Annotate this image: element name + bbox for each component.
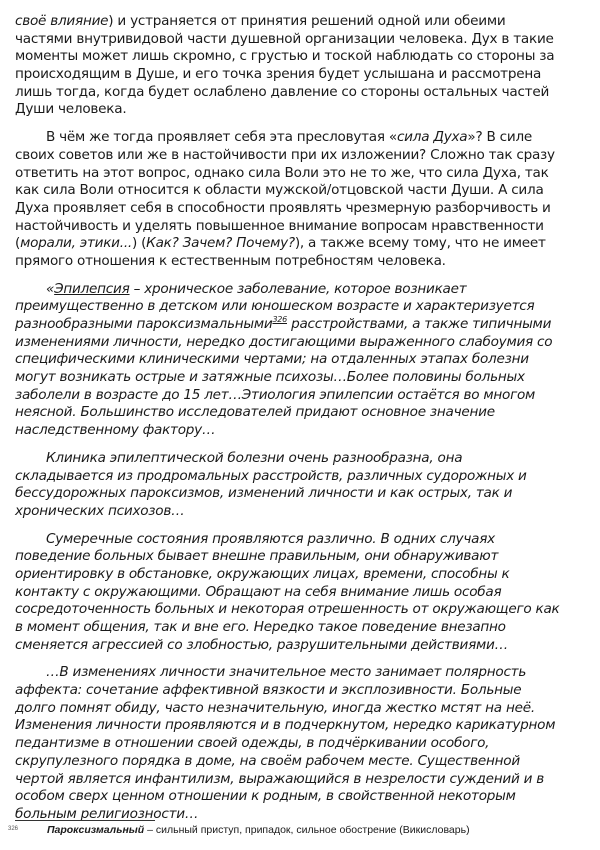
text-line — [15, 485, 590, 503]
text-line — [15, 422, 590, 440]
text-line — [15, 735, 590, 753]
text-segment: в момент общения, так и вне его. Нередко такое поведение внезапно — [15, 619, 506, 635]
footnote — [8, 824, 470, 836]
text-segment: лишь тогда, когда будет ослаблено давление со стороны остальных частей — [15, 83, 550, 100]
text-segment: изменениями личности, нередко достигающими выраженного слабоумия со — [15, 333, 553, 350]
text-line — [15, 13, 590, 31]
text-segment: больным религиозности… — [15, 805, 199, 822]
text-segment: частями внутривидовой части душевной организации человека. Дух в такие — [15, 30, 554, 47]
text-line — [15, 753, 590, 771]
text-segment: Клиника эпилептической болезни очень разнообразна, она — [46, 449, 463, 466]
text-segment: своё влияние — [15, 13, 109, 29]
text-segment: Сумеречные состояния проявляются различно. В одних случаях — [46, 530, 495, 547]
text-line — [15, 548, 590, 566]
text-segment: долго помнят обиду, часто незначительную, иногда жестко мстят на неё. — [15, 699, 535, 716]
text-segment: В чём же тогда проявляет себя эта пресловутая « — [46, 129, 397, 146]
text-segment: заболели в возрасте до 15 лет…Этиология эпилепсии остаётся во многом — [15, 386, 536, 403]
text-line — [15, 682, 590, 700]
footnote-text: – сильный приступ, припадок, сильное обострение (Викисловарь) — [144, 824, 470, 836]
text-segment: Как? Зачем? Почему? — [146, 235, 295, 252]
text-segment: Изменения личности проявляются и в подчеркнутом, нередко карикатурном — [15, 717, 556, 734]
paragraph — [15, 450, 590, 521]
text-line — [15, 334, 590, 352]
text-line — [15, 601, 590, 619]
text-segment: « — [46, 280, 55, 297]
text-line — [15, 48, 590, 66]
text-line — [15, 619, 590, 637]
footnote-term: Пароксизмальный — [46, 824, 145, 836]
text-segment: ( — [15, 235, 21, 252]
text-segment: сменяется агрессией со злобностью, разрушительными действиями… — [15, 636, 508, 653]
text-segment: своих советов или же в настойчивости при их изложении? Сложно так сразу — [15, 146, 555, 163]
text-line — [15, 637, 590, 655]
paragraph — [15, 13, 590, 119]
text-segment: настойчивость и уделять повышенное внимание вопросам нравственности — [15, 217, 544, 234]
text-segment: Духа проявляет себя в способности проявлять чрезмерную разборчивость и — [15, 199, 551, 216]
paragraph — [15, 664, 590, 823]
text-segment: чертой является инфантилизм, выражающийся в незрелости суждений и в — [15, 770, 545, 787]
text-line — [15, 468, 590, 486]
text-line — [15, 281, 590, 299]
paragraph — [15, 531, 590, 655]
text-line — [15, 788, 590, 806]
text-segment: преимущественно в детском или юношеском возрасте и характеризуется — [15, 298, 535, 315]
text-segment: ) ( — [131, 235, 147, 252]
text-line — [15, 253, 590, 271]
text-segment: сила Духа — [396, 129, 468, 146]
text-segment: ответить на этот вопрос, однако сила Воли это не то же, что сила Духа, так — [15, 164, 549, 181]
text-line — [15, 218, 590, 236]
text-segment: морали, этики... — [20, 235, 132, 252]
text-line — [15, 351, 590, 369]
text-line — [15, 165, 590, 183]
text-line — [15, 298, 590, 316]
text-segment: специфическими клиническими чертами; на отдаленных этапах болезни — [15, 351, 529, 368]
text-segment: сосредоточенность больных и некоторая отрешенность от окружающего как — [15, 601, 560, 618]
text-segment: ) и устраняется от принятия решений одной или обеими — [108, 13, 506, 29]
text-segment: моменты может лишь скромно, с грустью и тоской наблюдать со стороны за — [15, 48, 555, 65]
text-line — [15, 129, 590, 147]
text-line — [15, 584, 590, 602]
text-segment: происходящим в Душе, и его точка зрения будет услышана и рассмотрена — [15, 66, 542, 83]
text-line — [15, 387, 590, 405]
text-segment: ориентировку в обстановке, окружающих лицах, времени, способны к — [15, 565, 510, 582]
text-line — [15, 66, 590, 84]
text-segment: могут возникать острые и затяжные психозы…Более половины больных — [15, 369, 525, 386]
paragraph — [15, 129, 590, 271]
text-line — [15, 316, 590, 334]
text-segment: скрупулезного порядка в доме, на своём рабочем месте. Существенной — [15, 752, 520, 769]
footnote-reference: 326 — [272, 315, 287, 324]
text-segment: аффекта: сочетание аффективной вязкости и эксплозивности. Больные — [15, 682, 522, 699]
text-segment: »? В силе — [467, 129, 533, 146]
text-segment: бессудорожных пароксизмов, изменений личности и как острых, так и — [15, 485, 513, 502]
text-line — [15, 700, 590, 718]
underlined-term: Эпилепсия — [54, 280, 130, 297]
text-line — [15, 717, 590, 735]
text-segment: неясной. Большинство исследователей придают основное значение — [15, 404, 495, 421]
text-line — [15, 31, 590, 49]
text-segment: …В изменениях личности значительное место занимает полярность — [46, 664, 527, 681]
text-segment: наследственному фактору… — [15, 422, 216, 439]
text-segment: педантизме в отношении своей одежды, в подчёркивании особого, — [15, 735, 490, 752]
text-line — [15, 664, 590, 682]
text-line — [15, 200, 590, 218]
paragraph — [15, 281, 590, 440]
text-segment: ), а также всему тому, что не имеет — [294, 235, 546, 252]
text-segment: Души человека. — [15, 101, 127, 118]
text-segment: прямого отношения к естественным потребностям человека. — [15, 252, 446, 269]
footnote-number: 326 — [8, 826, 19, 832]
text-segment: складывается из продромальных расстройств, различных судорожных и — [15, 467, 527, 484]
text-line — [15, 182, 590, 200]
text-line — [15, 503, 590, 521]
text-segment: разнообразными пароксизмальными — [15, 316, 273, 332]
text-line — [15, 450, 590, 468]
text-line — [15, 404, 590, 422]
text-segment: расстройствами, а также типичными — [287, 316, 552, 332]
text-segment: хронических психозов… — [15, 502, 185, 519]
text-segment: как сила Воли относится к области мужской/отцовской части Души. А сила — [15, 182, 544, 199]
text-line — [15, 369, 590, 387]
text-segment: особом сверх ценном отношении к родным, в свойственной некоторым — [15, 788, 516, 805]
document-body — [15, 13, 590, 834]
text-line — [15, 566, 590, 584]
footnote-divider — [15, 820, 155, 821]
text-line — [15, 84, 590, 102]
text-line — [15, 771, 590, 789]
text-segment: контакту с окружающими. Обращают на себя внимание лишь особая — [15, 583, 502, 600]
text-line — [15, 101, 590, 119]
text-segment: поведение больных бывает внешне правильным, они обнаруживают — [15, 548, 499, 565]
text-line — [15, 147, 590, 165]
text-segment: – хроническое заболевание, которое возникает — [129, 280, 467, 297]
text-line — [15, 235, 590, 253]
text-line — [15, 531, 590, 549]
